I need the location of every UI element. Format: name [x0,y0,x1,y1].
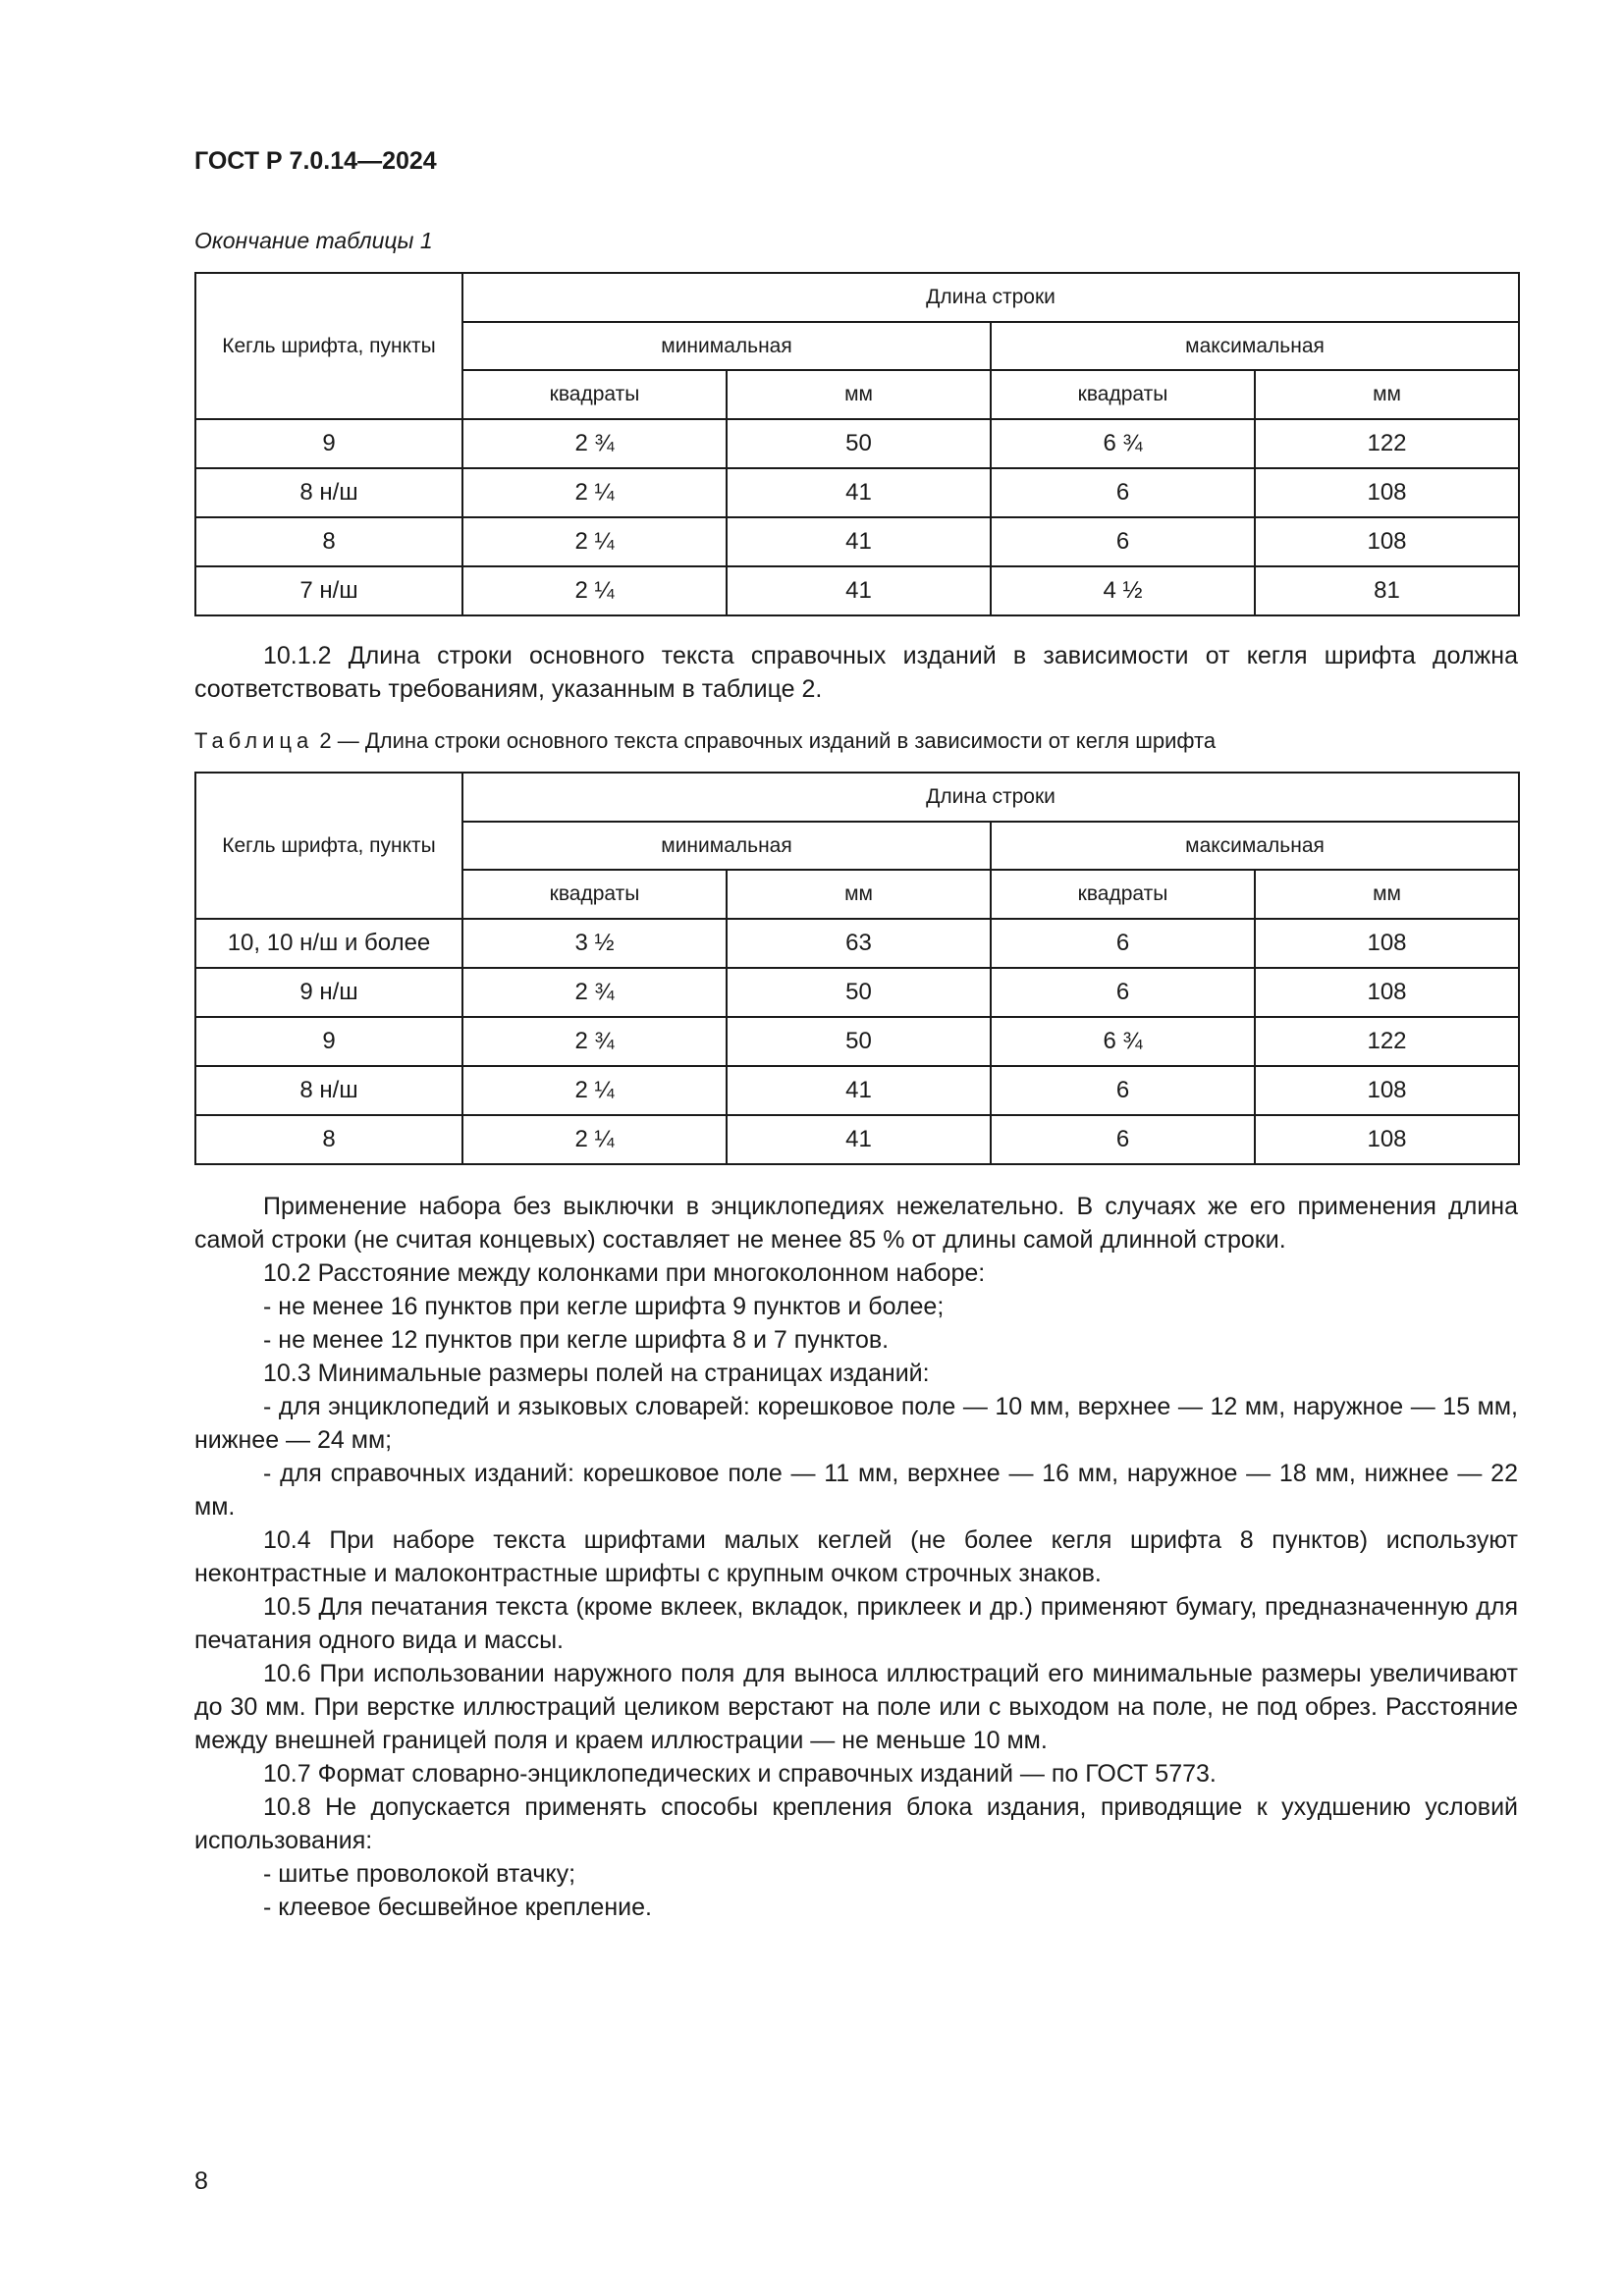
table-cell: 8 [195,517,462,566]
paragraph-10-6: 10.6 При использовании наружного поля для выноса иллюстраций его минимальные размеры увеличивают до 30 мм. При верстке иллюстраций целиком верстают на поле или с выходом на поле, не под обрез. Расстояние между внешней границей поля и краем иллюстрации — не меньше 10 мм. [194,1660,1518,1754]
table-cell: 2 ¾ [462,968,727,1017]
list-item: - не менее 12 пунктов при кегле шрифта 8 и 7 пунктов. [263,1326,890,1354]
table-cell: 3 ½ [462,919,727,968]
table2 [194,772,1520,1165]
table-cell: 63 [727,919,991,968]
table-cell: 9 [195,1017,462,1066]
table-cell: 2 ¼ [462,566,727,615]
table1 [194,272,1520,616]
table1-header-max-mm: мм [1255,370,1519,419]
table1-header-line-length: Длина строки [462,273,1519,322]
table-cell: 6 [991,1066,1255,1115]
table1-header-min-squares: квадраты [462,370,727,419]
table-cell: 2 ¾ [462,419,727,468]
table2-header-max-mm: мм [1255,870,1519,919]
table-row [195,1017,1519,1066]
table1-header-font-size: Кегль шрифта, пункты [195,273,462,419]
table2-header-min: минимальная [462,822,991,870]
table-cell: 108 [1255,919,1519,968]
table2-header-font-size: Кегль шрифта, пункты [195,773,462,919]
table-cell: 41 [727,468,991,517]
table-cell: 108 [1255,517,1519,566]
table-cell: 108 [1255,468,1519,517]
table-cell: 2 ¾ [462,1017,727,1066]
table-cell: 9 н/ш [195,968,462,1017]
table-cell: 108 [1255,968,1519,1017]
table-cell: 8 н/ш [195,1066,462,1115]
document-code-header: ГОСТ Р 7.0.14—2024 [194,147,437,175]
table-row [195,419,1519,468]
table-cell: 41 [727,566,991,615]
table1-header-min-mm: мм [727,370,991,419]
table-row [195,517,1519,566]
table-cell: 108 [1255,1066,1519,1115]
list-item: - клеевое бесшвейное крепление. [263,1894,652,1921]
paragraph-10-1-2-block [194,639,1518,706]
table1-header-min: минимальная [462,322,991,370]
table-cell: 10, 10 н/ш и более [195,919,462,968]
table1-header-max-squares: квадраты [991,370,1255,419]
table-cell: 6 [991,919,1255,968]
list-item: - для энциклопедий и языковых словарей: корешковое поле — 10 мм, верхнее — 12 мм, наружное — 15 мм, нижнее — 24 мм; [194,1393,1518,1454]
table-row [195,566,1519,615]
paragraph-10-7: 10.7 Формат словарно-энциклопедических и справочных изданий — по ГОСТ 5773. [263,1760,1217,1788]
table-cell: 81 [1255,566,1519,615]
table-row [195,1115,1519,1164]
table-row [195,468,1519,517]
table2-caption-word: Таблица [194,728,314,753]
table-cell: 50 [727,1017,991,1066]
table-cell: 122 [1255,419,1519,468]
table-cell: 7 н/ш [195,566,462,615]
table-cell: 41 [727,1066,991,1115]
table-cell: 2 ¼ [462,1066,727,1115]
list-item: - не менее 16 пунктов при кегле шрифта 9 пунктов и более; [263,1293,945,1320]
table-cell: 41 [727,1115,991,1164]
table-cell: 50 [727,419,991,468]
table-cell: 8 н/ш [195,468,462,517]
table-cell: 6 ¾ [991,419,1255,468]
table2-header-max-squares: квадраты [991,870,1255,919]
table-cell: 9 [195,419,462,468]
table-cell: 6 [991,968,1255,1017]
paragraph-10-8: 10.8 Не допускается применять способы крепления блока издания, приводящие к ухудшению условий использования: [194,1793,1518,1854]
table2-header-max: максимальная [991,822,1519,870]
paragraph-10-5: 10.5 Для печатания текста (кроме вклеек, вкладок, приклеек и др.) применяют бумагу, предназначенную для печатания одного вида и массы. [194,1593,1518,1654]
table2-header-line-length: Длина строки [462,773,1519,822]
table-cell: 2 ¼ [462,1115,727,1164]
table-cell: 6 [991,1115,1255,1164]
table-row [195,968,1519,1017]
table-cell: 4 ½ [991,566,1255,615]
page-number: 8 [194,2167,208,2195]
table-cell: 108 [1255,1115,1519,1164]
body-text [194,1190,1518,1924]
table-cell: 122 [1255,1017,1519,1066]
table2-caption-title: 2 — Длина строки основного текста справочных изданий в зависимости от кегля шрифта [313,728,1217,753]
table-row [195,919,1519,968]
table-row [195,1066,1519,1115]
paragraph-10-4: 10.4 При наборе текста шрифтами малых кеглей (не более кегля шрифта 8 пунктов) используют неконтрастные и малоконтрастные шрифты с крупным очком строчных знаков. [194,1526,1518,1587]
table1-continuation-caption: Окончание таблицы 1 [194,228,433,253]
table2-header-min-mm: мм [727,870,991,919]
table-cell: 6 [991,468,1255,517]
paragraph-10-1-2: 10.1.2 Длина строки основного текста справочных изданий в зависимости от кегля шрифта должна соответствовать требованиям, указанным в таблице 2. [194,642,1518,703]
table1-header-max: максимальная [991,322,1519,370]
paragraph-10-3: 10.3 Минимальные размеры полей на страницах изданий: [263,1360,930,1387]
table-cell: 2 ¼ [462,517,727,566]
list-item: - для справочных изданий: корешковое поле — 11 мм, верхнее — 16 мм, наружное — 18 мм, нижнее — 22 мм. [194,1460,1518,1521]
table-cell: 6 ¾ [991,1017,1255,1066]
list-item: - шитье проволокой втачку; [263,1860,576,1888]
table2-header-min-squares: квадраты [462,870,727,919]
table-cell: 8 [195,1115,462,1164]
table2-caption [194,728,1216,754]
table-cell: 41 [727,517,991,566]
table-cell: 50 [727,968,991,1017]
table-cell: 6 [991,517,1255,566]
paragraph: Применение набора без выключки в энциклопедиях нежелательно. В случаях же его применения длина самой строки (не считая концевых) составляет не менее 85 % от длины самой длинной строки. [194,1193,1518,1254]
paragraph-10-2: 10.2 Расстояние между колонками при многоколонном наборе: [263,1259,986,1287]
table-cell: 2 ¼ [462,468,727,517]
